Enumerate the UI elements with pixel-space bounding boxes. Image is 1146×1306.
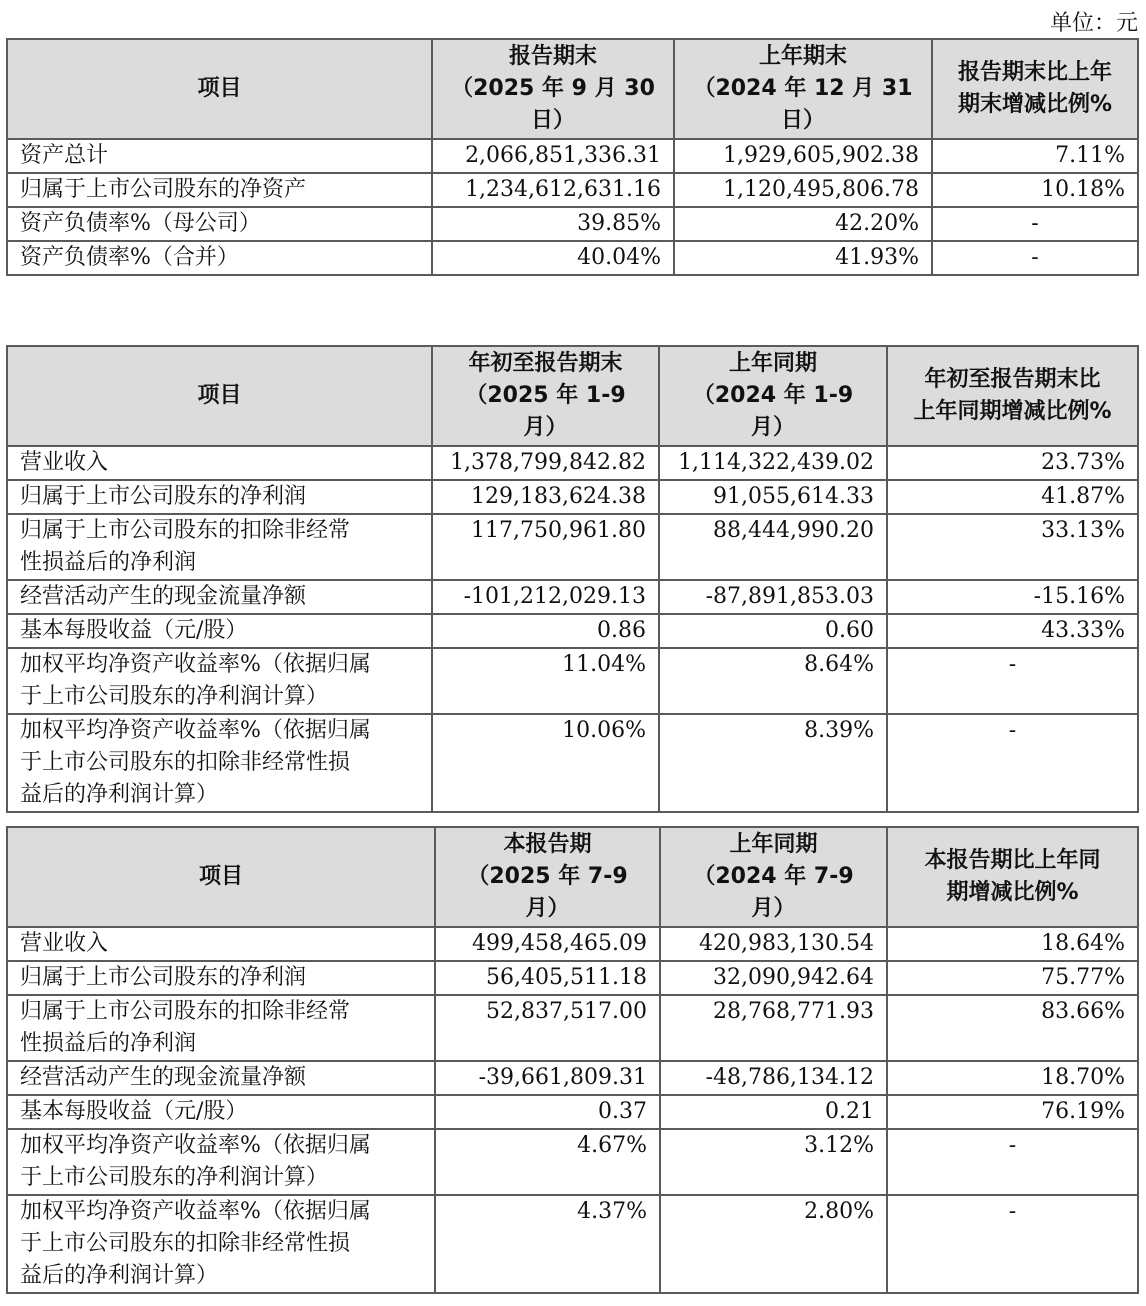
value-cell: - — [887, 714, 1138, 812]
quarter-income-table — [6, 826, 1139, 1294]
value-cell: 10.06% — [432, 714, 659, 812]
value-cell: 1,378,799,842.82 — [432, 446, 659, 480]
row-label: 归属于上市公司股东的扣除非经常 性损益后的净利润 — [7, 995, 435, 1061]
row-label: 加权平均净资产收益率%（依据归属 于上市公司股东的扣除非经常性损 益后的净利润计算） — [7, 714, 432, 812]
value-cell: 7.11% — [932, 139, 1138, 173]
row-label: 归属于上市公司股东的净资产 — [7, 173, 432, 207]
row-label: 基本每股收益（元/股） — [7, 614, 432, 648]
table-row — [7, 648, 1138, 714]
value-cell: 40.04% — [432, 241, 674, 275]
value-cell: 1,234,612,631.16 — [432, 173, 674, 207]
value-cell: 43.33% — [887, 614, 1138, 648]
value-cell: 39.85% — [432, 207, 674, 241]
value-cell: 76.19% — [887, 1095, 1138, 1129]
value-cell: 1,120,495,806.78 — [674, 173, 932, 207]
table-row — [7, 614, 1138, 648]
value-cell: 3.12% — [660, 1129, 887, 1195]
value-cell: -15.16% — [887, 580, 1138, 614]
header-cell: 本报告期比上年同 期增减比例% — [887, 827, 1138, 927]
value-cell: 28,768,771.93 — [660, 995, 887, 1061]
value-cell: 0.86 — [432, 614, 659, 648]
value-cell: -101,212,029.13 — [432, 580, 659, 614]
value-cell: 41.87% — [887, 480, 1138, 514]
table-row — [7, 1095, 1138, 1129]
value-cell: 8.39% — [659, 714, 887, 812]
value-cell: 10.18% — [932, 173, 1138, 207]
value-cell: 499,458,465.09 — [435, 927, 660, 961]
table-row — [7, 1129, 1138, 1195]
value-cell: 32,090,942.64 — [660, 961, 887, 995]
value-cell: 33.13% — [887, 514, 1138, 580]
row-label: 营业收入 — [7, 927, 435, 961]
table-row — [7, 139, 1138, 173]
value-cell: 18.70% — [887, 1061, 1138, 1095]
table-row — [7, 995, 1138, 1061]
value-cell: 0.37 — [435, 1095, 660, 1129]
row-label: 经营活动产生的现金流量净额 — [7, 580, 432, 614]
table-row — [7, 207, 1138, 241]
value-cell: 2.80% — [660, 1195, 887, 1293]
value-cell: 8.64% — [659, 648, 887, 714]
unit-label: 单位：元 — [1049, 11, 1138, 36]
table-row — [7, 961, 1138, 995]
value-cell: 11.04% — [432, 648, 659, 714]
header-cell: 上年同期 （2024 年 1-9 月） — [659, 346, 887, 446]
table-row — [7, 714, 1138, 812]
header-cell: 上年期末 （2024 年 12 月 31 日） — [674, 39, 932, 139]
value-cell: 91,055,614.33 — [659, 480, 887, 514]
table-row — [7, 927, 1138, 961]
table-row — [7, 173, 1138, 207]
value-cell: 1,929,605,902.38 — [674, 139, 932, 173]
table-row — [7, 1195, 1138, 1293]
row-label: 资产负债率%（合并） — [7, 241, 432, 275]
header-cell: 报告期末比上年 期末增减比例% — [932, 39, 1138, 139]
row-label: 加权平均净资产收益率%（依据归属 于上市公司股东的净利润计算） — [7, 648, 432, 714]
value-cell: - — [932, 207, 1138, 241]
table-row — [7, 480, 1138, 514]
row-label: 加权平均净资产收益率%（依据归属 于上市公司股东的净利润计算） — [7, 1129, 435, 1195]
row-label: 归属于上市公司股东的净利润 — [7, 961, 435, 995]
value-cell: 56,405,511.18 — [435, 961, 660, 995]
header-cell: 报告期末 （2025 年 9 月 30 日） — [432, 39, 674, 139]
value-cell: 117,750,961.80 — [432, 514, 659, 580]
header-cell: 上年同期 （2024 年 7-9 月） — [660, 827, 887, 927]
value-cell: 42.20% — [674, 207, 932, 241]
value-cell: -48,786,134.12 — [660, 1061, 887, 1095]
ytd-income-table — [6, 345, 1139, 813]
value-cell: 83.66% — [887, 995, 1138, 1061]
value-cell: 4.67% — [435, 1129, 660, 1195]
row-label: 加权平均净资产收益率%（依据归属 于上市公司股东的扣除非经常性损 益后的净利润计算） — [7, 1195, 435, 1293]
row-label: 营业收入 — [7, 446, 432, 480]
value-cell: - — [887, 648, 1138, 714]
header-cell: 项目 — [7, 827, 435, 927]
value-cell: - — [887, 1195, 1138, 1293]
value-cell: -39,661,809.31 — [435, 1061, 660, 1095]
value-cell: 2,066,851,336.31 — [432, 139, 674, 173]
value-cell: 23.73% — [887, 446, 1138, 480]
table-row — [7, 514, 1138, 580]
value-cell: 18.64% — [887, 927, 1138, 961]
value-cell: 4.37% — [435, 1195, 660, 1293]
table-row — [7, 1061, 1138, 1095]
value-cell: 52,837,517.00 — [435, 995, 660, 1061]
row-label: 基本每股收益（元/股） — [7, 1095, 435, 1129]
table-row — [7, 241, 1138, 275]
balance-table — [6, 38, 1139, 276]
header-cell: 年初至报告期末 （2025 年 1-9 月） — [432, 346, 659, 446]
header-cell: 项目 — [7, 39, 432, 139]
row-label: 归属于上市公司股东的扣除非经常 性损益后的净利润 — [7, 514, 432, 580]
row-label: 资产总计 — [7, 139, 432, 173]
value-cell: 420,983,130.54 — [660, 927, 887, 961]
value-cell: 1,114,322,439.02 — [659, 446, 887, 480]
header-cell: 年初至报告期末比 上年同期增减比例% — [887, 346, 1138, 446]
value-cell: - — [932, 241, 1138, 275]
table-row — [7, 580, 1138, 614]
value-cell: 129,183,624.38 — [432, 480, 659, 514]
row-label: 经营活动产生的现金流量净额 — [7, 1061, 435, 1095]
value-cell: 0.60 — [659, 614, 887, 648]
row-label: 资产负债率%（母公司） — [7, 207, 432, 241]
value-cell: 75.77% — [887, 961, 1138, 995]
value-cell: -87,891,853.03 — [659, 580, 887, 614]
row-label: 归属于上市公司股东的净利润 — [7, 480, 432, 514]
header-cell: 本报告期 （2025 年 7-9 月） — [435, 827, 660, 927]
header-cell: 项目 — [7, 346, 432, 446]
value-cell: 88,444,990.20 — [659, 514, 887, 580]
value-cell: - — [887, 1129, 1138, 1195]
table-row — [7, 446, 1138, 480]
value-cell: 41.93% — [674, 241, 932, 275]
value-cell: 0.21 — [660, 1095, 887, 1129]
